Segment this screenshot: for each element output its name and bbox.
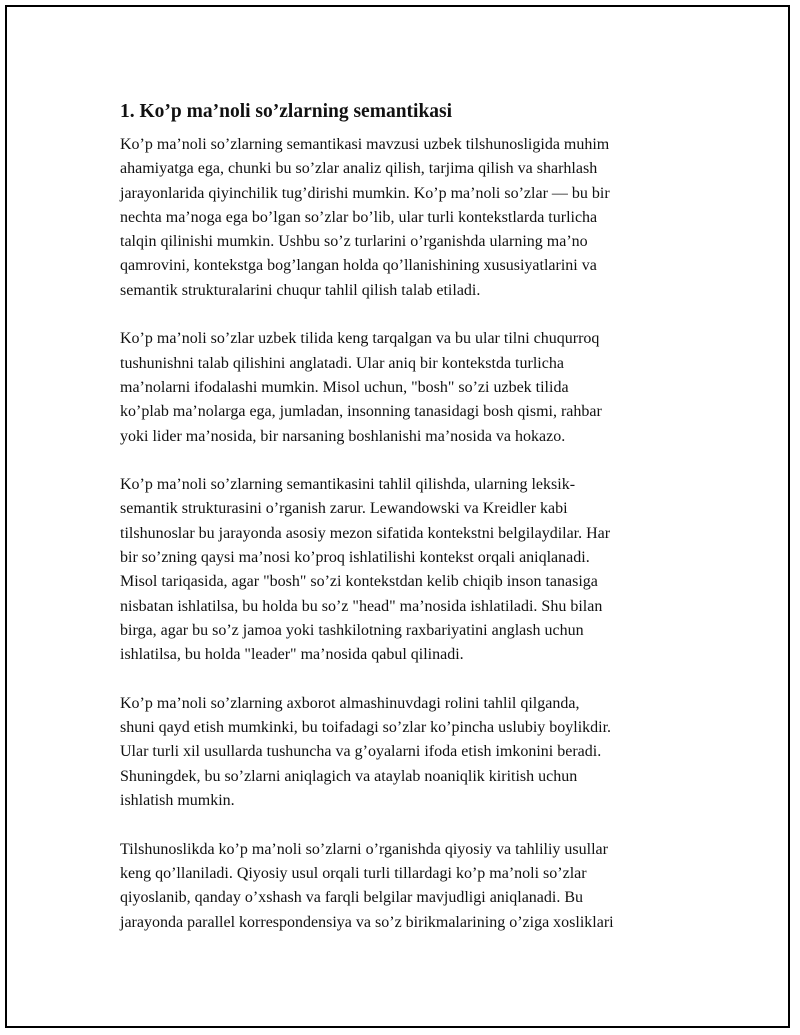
text-line: qiyoslanib, qanday o’xshash va farqli belgilar mavjudligi aniqlanadi. Bu (120, 889, 584, 907)
text-line: nisbatan ishlatilsa, bu holda bu so’z "head" ma’nosida ishlatiladi. Shu bilan (120, 597, 603, 615)
text-line: talqin qilinishi mumkin. Ushbu so’z turlarini o’rganishda ularning ma’no (120, 233, 588, 251)
text-line: jarayonlarida qiyinchilik tug’dirishi mumkin. Ko’p ma’noli so’zlar — bu bir (120, 184, 610, 202)
paragraph (120, 838, 700, 935)
text-line: Ko’p ma’noli so’zlar uzbek tilida keng tarqalgan va bu ular tilni chuqurroq (120, 330, 600, 348)
paragraph (120, 327, 700, 448)
document-page (5, 5, 790, 1028)
text-line: keng qo’llaniladi. Qiyosiy usul orqali turli tillardagi ko’p ma’noli so’zlar (120, 864, 587, 882)
text-line: ko’plab ma’nolarga ega, jumladan, insonning tanasidagi bosh qismi, rahbar (120, 403, 602, 421)
document-body (120, 100, 700, 959)
text-line: Ular turli xil usullarda tushuncha va g’oyalarni ifoda etish imkonini beradi. (120, 743, 602, 761)
section-heading: 1. Ko’p ma’noli so’zlarning semantikasi (120, 101, 453, 122)
text-line: Tilshunoslikda ko’p ma’noli so’zlarni o’rganishda qiyosiy va tahliliy usullar (120, 840, 608, 858)
text-line: Ko’p ma’noli so’zlarning axborot almashinuvdagi rolini tahlil qilganda, (120, 694, 580, 712)
text-line: semantik strukturalarini chuqur tahlil qilish talab etiladi. (120, 281, 481, 299)
text-line: tilshunoslar bu jarayonda asosiy mezon sifatida kontekstni belgilaydilar. Har (120, 524, 611, 542)
text-line: bir so’zning qaysi ma’nosi ko’proq ishlatilishi kontekst orqali aniqlanadi. (120, 549, 590, 567)
text-line: Ko’p ma’noli so’zlarning semantikasini tahlil qilishda, ularning leksik- (120, 476, 576, 494)
text-line: shuni qayd etish mumkinki, bu toifadagi so’zlar ko’pincha uslubiy boylikdir. (120, 719, 612, 737)
paragraph (120, 473, 700, 667)
paragraph (120, 133, 700, 303)
text-line: ishlatilsa, bu holda "leader" ma’nosida qabul qilinadi. (120, 646, 464, 664)
text-line: ishlatish mumkin. (120, 792, 235, 810)
text-line: ma’nolarni ifodalashi mumkin. Misol uchun, "bosh" so’zi uzbek tilida (120, 378, 569, 396)
text-line: Misol tariqasida, agar "bosh" so’zi kontekstdan kelib chiqib inson tanasiga (120, 573, 598, 591)
paragraph-list (120, 133, 700, 935)
text-line: Ko’p ma’noli so’zlarning semantikasi mavzusi uzbek tilshunosligida muhim (120, 136, 610, 153)
text-line: ahamiyatga ega, chunki bu so’zlar analiz qilish, tarjima qilish va sharhlash (120, 160, 598, 178)
text-line: birga, agar bu so’z jamoa yoki tashkilotning raxbariyatini anglash uchun (120, 621, 584, 639)
text-line: qamrovini, kontekstga bog’langan holda qo’llanishining xususiyatlarini va (120, 257, 597, 275)
text-line: tushunishni talab qilishini anglatadi. Ular aniq bir kontekstda turlicha (120, 354, 564, 372)
paragraph (120, 692, 700, 813)
text-line: nechta ma’noga ega bo’lgan so’zlar bo’lib, ular turli kontekstlarda turlicha (120, 208, 598, 226)
text-line: yoki lider ma’nosida, bir narsaning boshlanishi ma’nosida va hokazo. (120, 427, 566, 445)
text-line: jarayonda parallel korrespondensiya va so’z birikmalarining o’ziga xosliklari (120, 913, 614, 931)
text-line: Shuningdek, bu so’zlarni aniqlagich va ataylab noaniqlik kiritish uchun (120, 767, 578, 785)
text-line: semantik strukturasini o’rganish zarur. Lewandowski va Kreidler kabi (120, 500, 568, 518)
